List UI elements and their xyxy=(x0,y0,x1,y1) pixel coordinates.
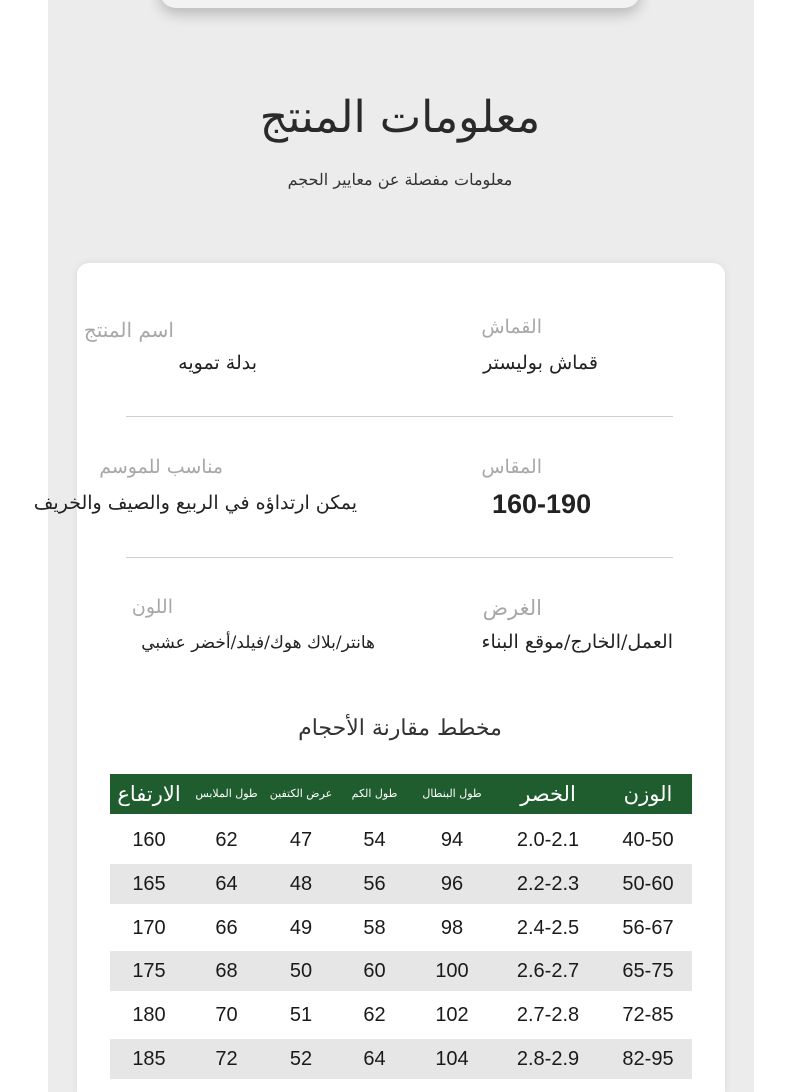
weight-cell: 56-67 xyxy=(622,917,674,939)
size-value: 160-190 xyxy=(492,489,592,519)
column-header-shoulder-width: عرض الكتفين xyxy=(269,787,333,800)
weight-cell: 65-75 xyxy=(622,960,674,982)
sleeve-length-cell: 60 xyxy=(363,960,386,982)
shoulder-width-cell: 51 xyxy=(289,1004,313,1026)
clothes-length-cell: 66 xyxy=(215,917,238,939)
shoulder-width-cell: 47 xyxy=(289,829,313,851)
product-name-label: اسم المنتج xyxy=(83,318,174,342)
color-value: هانتر/بلاك هوك/فيلد/أخضر عشبي xyxy=(141,633,375,653)
season-value: يمكن ارتداؤه في الربيع والصيف والخريف xyxy=(33,492,357,514)
clothes-length-cell: 70 xyxy=(215,1004,238,1026)
color-label: اللون xyxy=(131,596,173,618)
waist-cell: 2.2-2.3 xyxy=(516,873,580,895)
column-header-waist: الخصر xyxy=(520,782,576,806)
page-title: معلومات المنتج xyxy=(259,92,541,143)
height-cell: 165 xyxy=(132,873,166,895)
sleeve-length-cell: 64 xyxy=(363,1048,386,1070)
shoulder-width-cell: 49 xyxy=(289,917,313,939)
divider xyxy=(126,557,673,558)
pants-length-cell: 96 xyxy=(440,873,464,895)
pants-length-cell: 98 xyxy=(440,917,464,939)
height-cell: 180 xyxy=(132,1004,166,1026)
shoulder-width-cell: 50 xyxy=(289,960,313,982)
column-header-height: الارتفاع xyxy=(117,782,181,806)
purpose-label: الغرض xyxy=(482,596,542,620)
product-name-value: بدلة تمويه xyxy=(178,352,257,374)
pants-length-cell: 102 xyxy=(435,1004,469,1026)
fabric-label: القماش xyxy=(481,316,542,338)
table-row xyxy=(110,908,692,948)
season-label: مناسب للموسم xyxy=(99,456,223,478)
sleeve-length-cell: 54 xyxy=(363,829,386,851)
column-header-clothes-length: طول الملابس xyxy=(195,787,258,800)
shoulder-width-cell: 48 xyxy=(289,873,313,895)
height-cell: 175 xyxy=(132,960,166,982)
column-header-weight: الوزن xyxy=(623,782,673,806)
page-subtitle: معلومات مفصلة عن معايير الحجم xyxy=(287,170,513,189)
waist-cell: 2.8-2.9 xyxy=(516,1048,580,1070)
waist-cell: 2.6-2.7 xyxy=(516,960,580,982)
table-row xyxy=(110,951,692,991)
clothes-length-cell: 62 xyxy=(215,829,238,851)
waist-cell: 2.4-2.5 xyxy=(516,917,580,939)
pants-length-cell: 104 xyxy=(435,1048,469,1070)
height-cell: 185 xyxy=(132,1048,166,1070)
clothes-length-cell: 72 xyxy=(215,1048,238,1070)
column-header-sleeve-length: طول الكم xyxy=(351,787,398,800)
height-cell: 160 xyxy=(132,829,166,851)
size-table-header xyxy=(110,774,692,814)
top-card-edge xyxy=(160,0,640,8)
sleeve-length-cell: 58 xyxy=(363,917,386,939)
pants-length-cell: 100 xyxy=(435,960,469,982)
fabric-value: قماش بوليستر xyxy=(483,352,598,374)
weight-cell: 72-85 xyxy=(622,1004,674,1026)
height-cell: 170 xyxy=(132,917,166,939)
table-row xyxy=(110,820,692,860)
table-row xyxy=(110,1039,692,1079)
purpose-value: العمل/الخارج/موقع البناء xyxy=(481,631,673,653)
column-header-pants-length: طول البنطال xyxy=(422,787,482,800)
table-row xyxy=(110,995,692,1035)
weight-cell: 82-95 xyxy=(622,1048,674,1070)
size-label: المقاس xyxy=(481,456,542,478)
sleeve-length-cell: 62 xyxy=(363,1004,386,1026)
pants-length-cell: 94 xyxy=(440,829,464,851)
waist-cell: 2.7-2.8 xyxy=(516,1004,580,1026)
waist-cell: 2.0-2.1 xyxy=(516,829,580,851)
divider xyxy=(126,416,673,417)
shoulder-width-cell: 52 xyxy=(289,1048,313,1070)
clothes-length-cell: 68 xyxy=(215,960,238,982)
table-row xyxy=(110,864,692,904)
weight-cell: 50-60 xyxy=(622,873,674,895)
clothes-length-cell: 64 xyxy=(215,873,238,895)
weight-cell: 40-50 xyxy=(622,829,674,851)
sleeve-length-cell: 56 xyxy=(363,873,386,895)
size-chart-title: مخطط مقارنة الأحجام xyxy=(298,716,502,741)
